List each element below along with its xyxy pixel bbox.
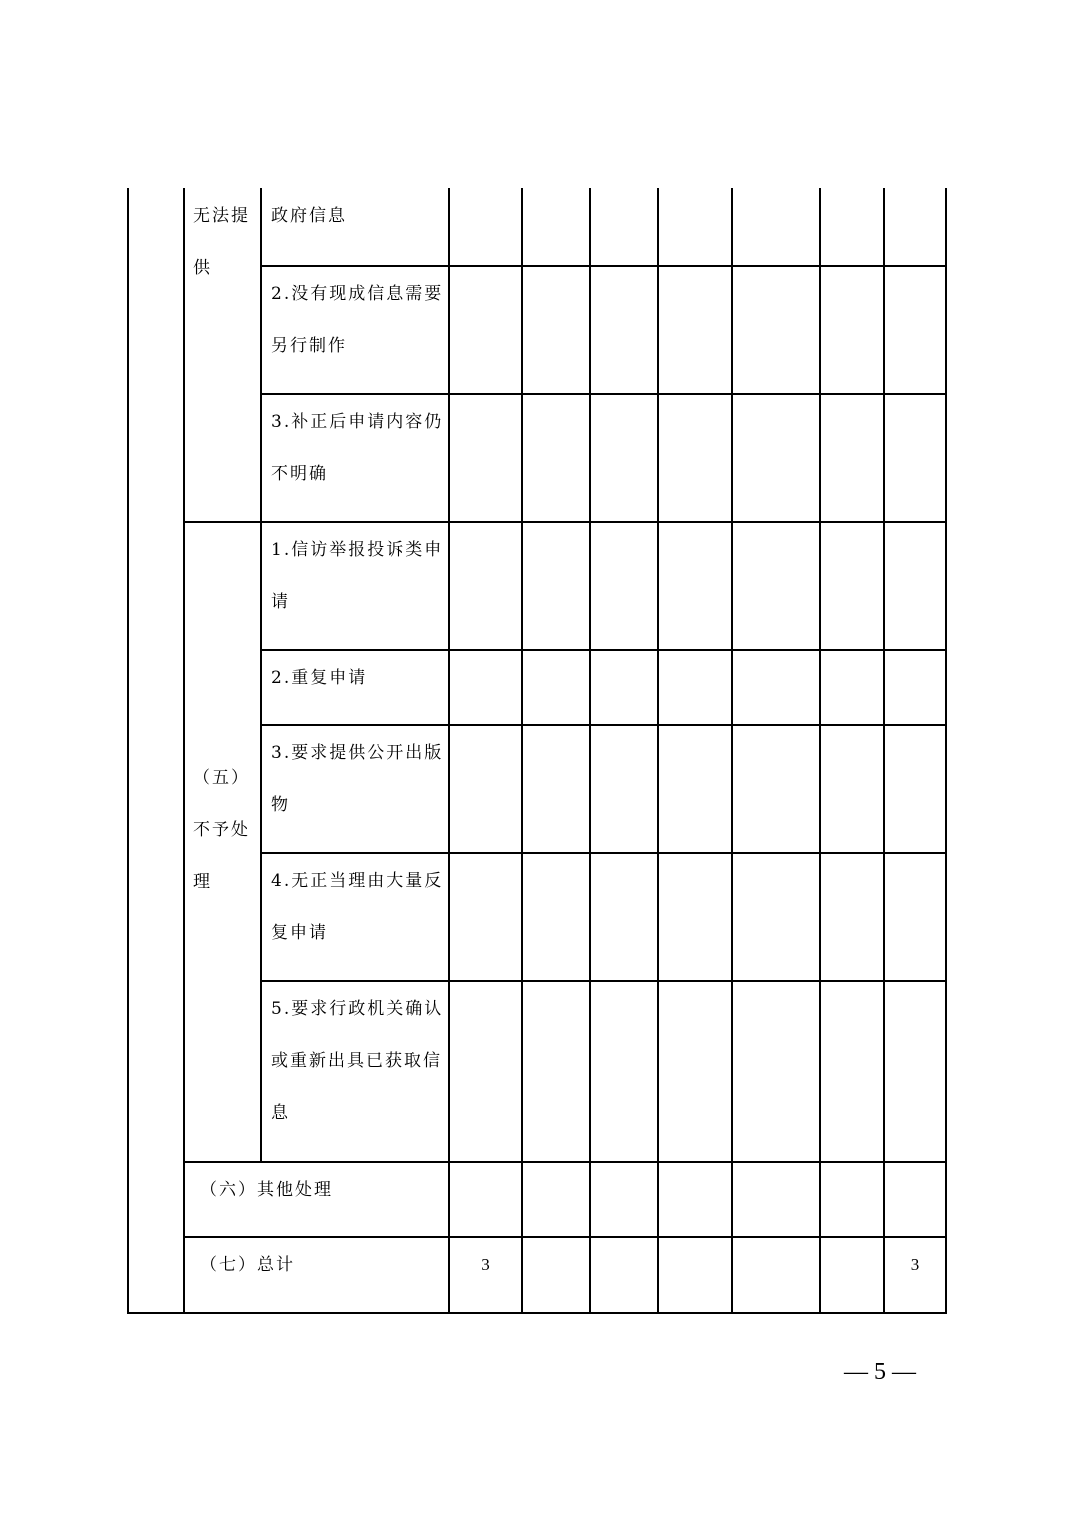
page-number: — 5 — (844, 1359, 916, 1385)
row-label-still-unclear: 3.补正后申请内容仍 不明确 (271, 412, 444, 484)
total-value-last-column: 3 (910, 1255, 920, 1274)
row-label-total: （七）总计 (200, 1255, 295, 1275)
row-label-reconfirm: 5.要求行政机关确认 或重新出具已获取信 息 (271, 999, 444, 1123)
row-label-government-info: 政府信息 (271, 206, 347, 226)
total-value-first-column: 3 (481, 1255, 490, 1274)
group-label-unable: 无法提 供 (193, 206, 250, 278)
row-label-petition: 1.信访举报投诉类申 请 (271, 540, 444, 612)
row-label-mass-repeat: 4.无正当理由大量反 复申请 (271, 871, 444, 943)
row-label-no-ready-info: 2.没有现成信息需要 另行制作 (271, 284, 444, 356)
group-label-not-processed: （五） 不予处 理 (193, 768, 250, 892)
row-label-repeat-application: 2.重复申请 (271, 668, 368, 688)
row-label-published-material: 3.要求提供公开出版 物 (271, 743, 444, 815)
row-label-other-processing: （六）其他处理 (200, 1180, 333, 1200)
